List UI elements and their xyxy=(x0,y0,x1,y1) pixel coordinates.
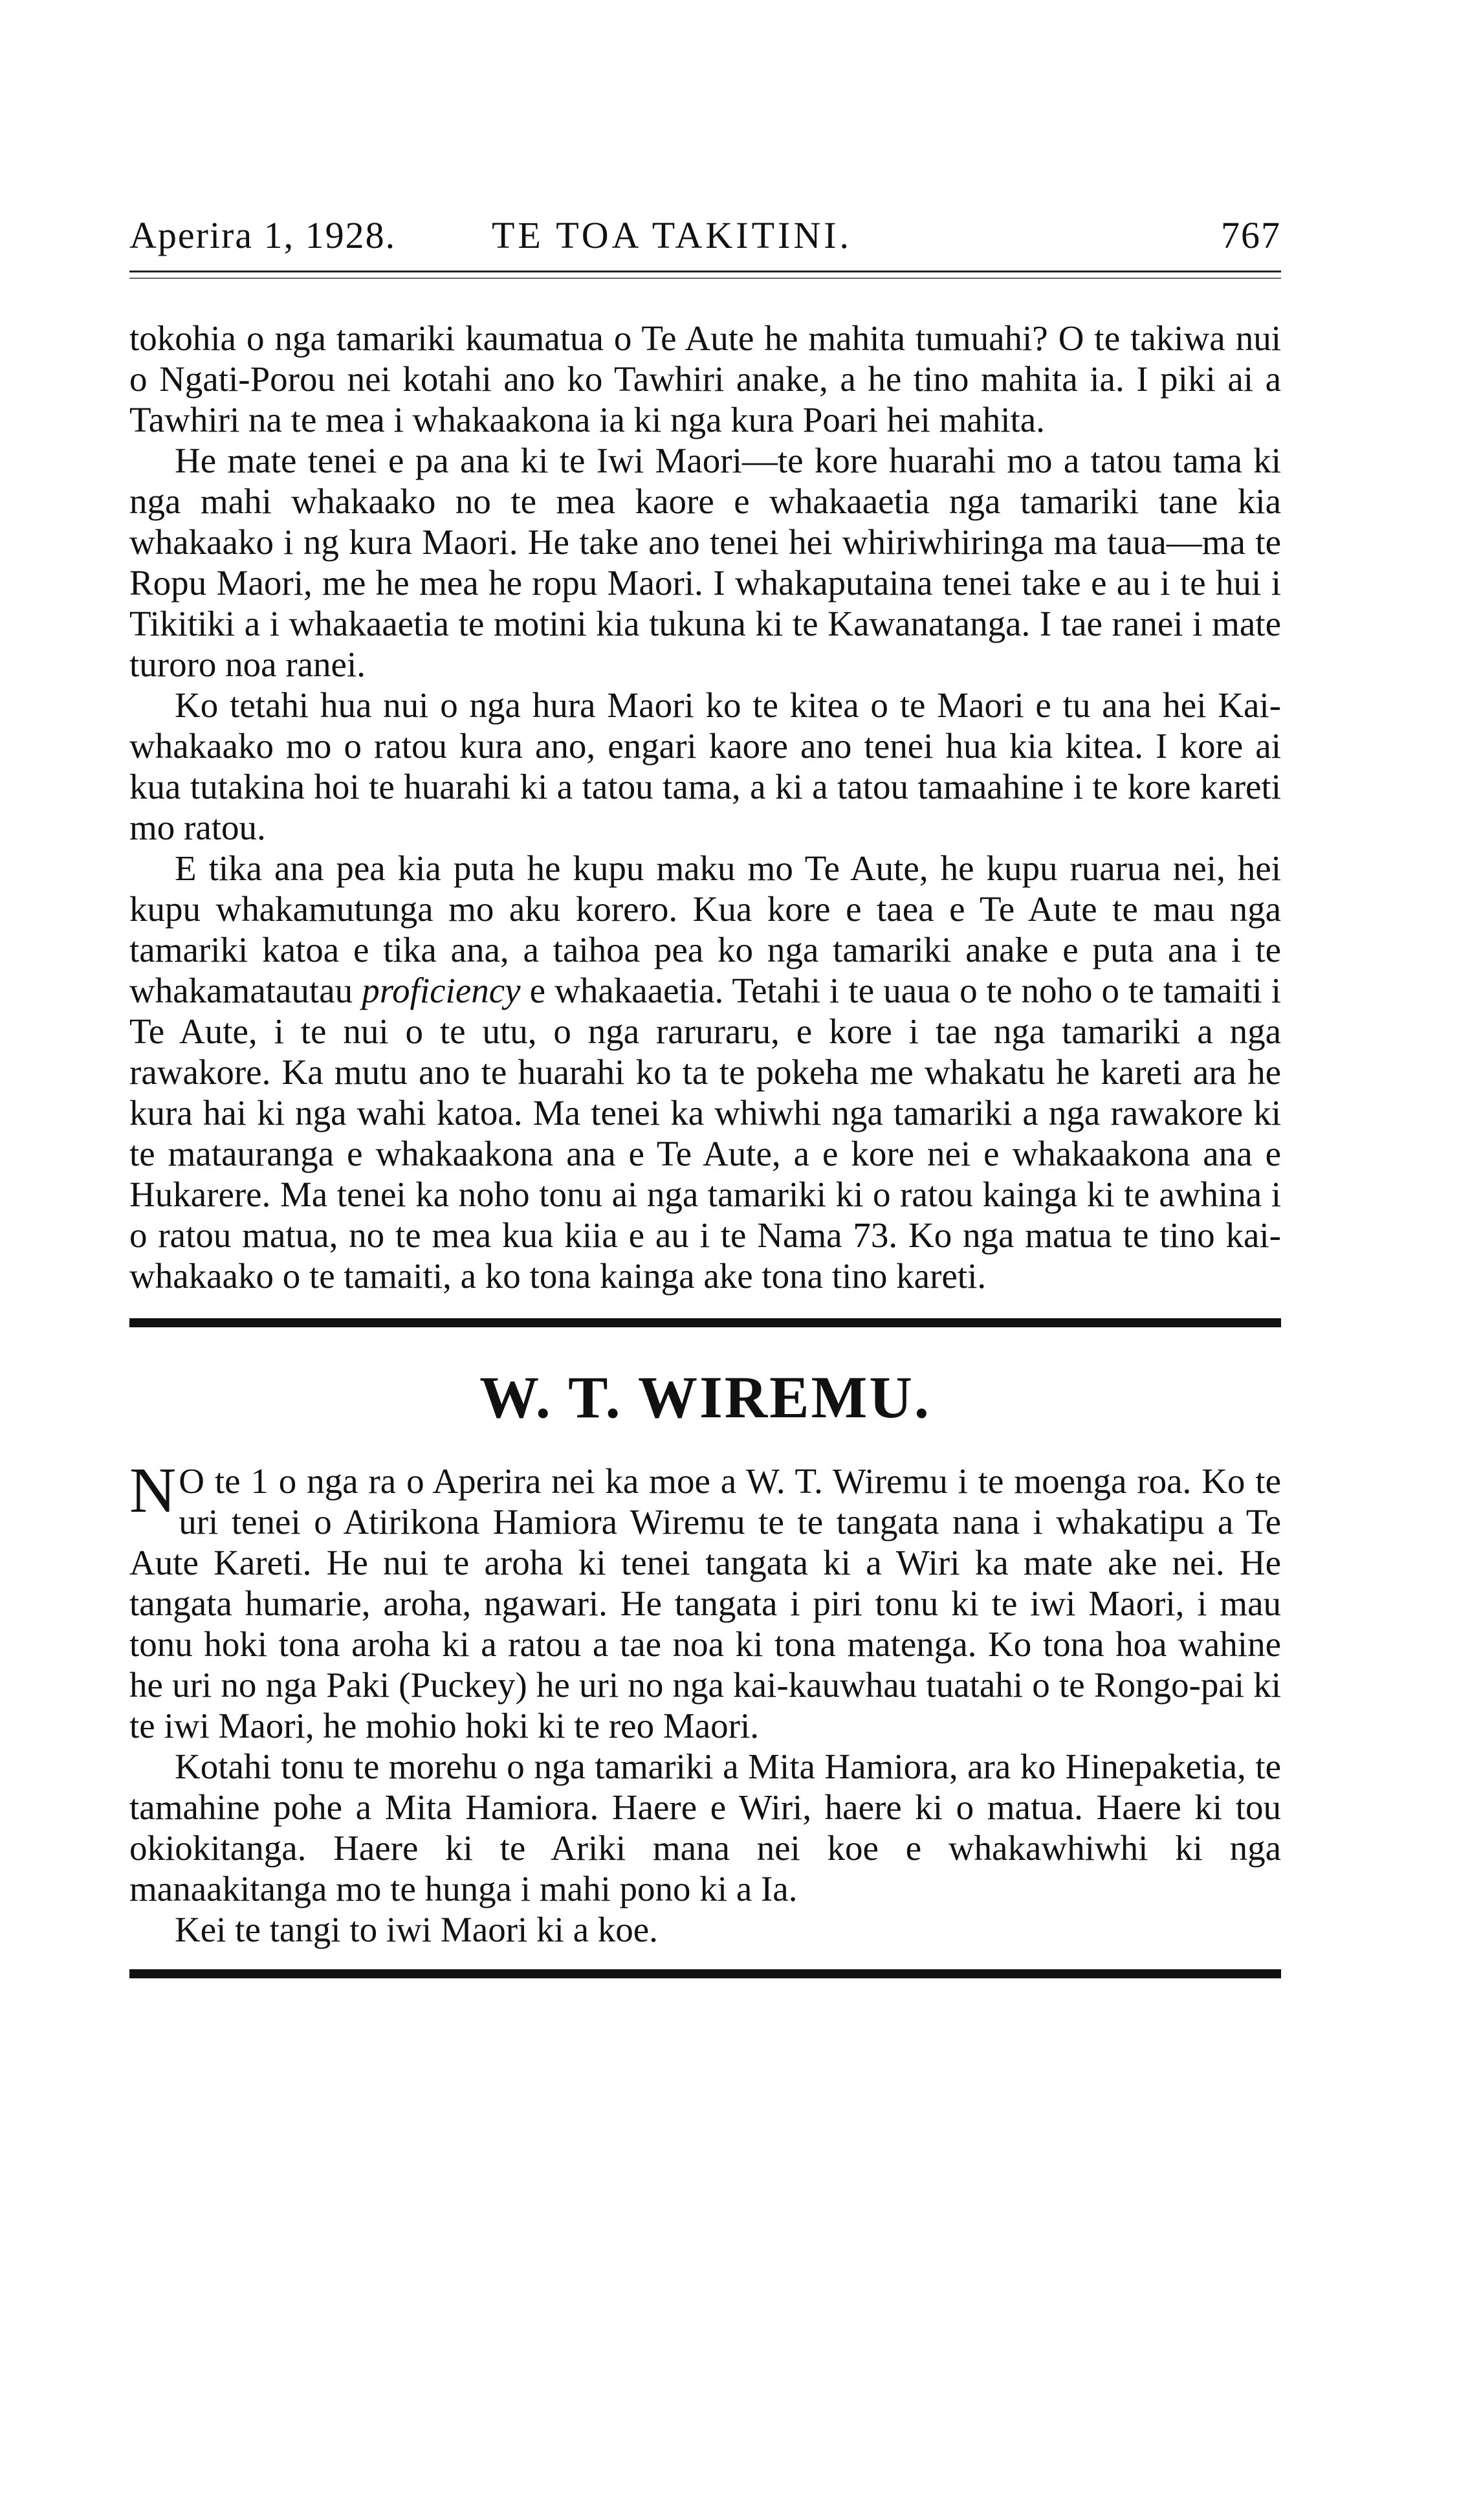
obituary-text: O te 1 o nga ra o Aperira nei ka moe a W. T. Wiremu i te moenga roa. Ko te uri tenei o Atirikona Hamiora Wiremu te te tangata nana i whakatipu a Te Aute Kareti. He nui te aroha ki tenei tangata ki a Wiri ka mate ake nei. He tangata humarie, aroha, ngawari. He tangata i piri tonu ki te iwi Maori, i mau tonu hoki tona aroha ki a ratou a tae noa ki tona matenga. Ko tona hoa wahine he uri no nga Paki (Puckey) he uri no nga kai-kauwhau tuatahi o te Rongo-pai ki te iwi Maori, he mohio hoki ki te reo Maori. xyxy=(129,1461,1281,1745)
header-rule-secondary xyxy=(129,278,1281,279)
header-publication: TE TOA TAKITINI. xyxy=(492,214,853,256)
page xyxy=(129,207,1281,1978)
drop-cap: N xyxy=(129,1454,177,1526)
obituary-paragraph xyxy=(129,1454,1281,1746)
italic-term: proficiency xyxy=(362,971,521,1010)
section-divider xyxy=(129,1318,1281,1327)
obituary-paragraph: Kotahi tonu te morehu o nga tamariki a Mita Hamiora, ara ko Hinepaketia, te tamahine pohe a Mita Hamiora. Haere e Wiri, haere ki o matua. Haere ki tou okiokitanga. Haere ki te Ariki mana nei koe e whakawhiwhi ki nga manaakitanga mo te hunga i mahi pono ki a Ia. xyxy=(129,1747,1281,1908)
article-paragraph: Ko tetahi hua nui o nga hura Maori ko te kitea o te Maori e tu ana hei Kai-whakaako mo o ratou kura ano, engari kaore ano tenei hua kia kitea. I kore ai kua tutakina hoi te huarahi ki a tatou tama, a ki a tatou tamaahine i te kore kareti mo ratou. xyxy=(129,685,1281,847)
article-paragraph: tokohia o nga tamariki kaumatua o Te Aute he mahita tumuahi? O te takiwa nui o Ngati-Porou nei kotahi ano ko Tawhiri anake, a he tino mahita ia. I piki ai a Tawhiri na te mea i whakaakona ia ki nga kura Poari hei mahita. xyxy=(129,318,1281,439)
header-rule xyxy=(129,271,1281,272)
header-page-number: 767 xyxy=(1221,214,1281,256)
running-header xyxy=(129,207,1281,265)
article-paragraph xyxy=(129,848,1281,1296)
closing-divider xyxy=(129,1969,1281,1978)
obituary-body xyxy=(129,1454,1281,1950)
obituary-title: W. T. WIREMU. xyxy=(479,1364,931,1430)
article-text: e whakaaetia. Tetahi i te uaua o te noho o te tamaiti i Te Aute, i te nui o te utu, o nga raruraru, e kore i tae nga tamariki a nga rawakore. Ka mutu ano te huarahi ko ta te pokeha me whakatu he kareti ara he kura hai ki nga wahi katoa. Ma tenei ka whiwhi nga tamariki a nga rawakore ki te matauranga e whakaakona ana e Te Aute, a e kore nei e whakaakona ana e Hukarere. Ma tenei ka noho tonu ai nga tamariki ki o ratou kainga ki te awhina i o ratou matua, no te mea kua kiia e au i te Nama 73. Ko nga matua te tino kai-whakaako o te tamaiti, a ko tona kainga ake tona tino kareti. xyxy=(129,971,1282,1296)
article-continued xyxy=(129,318,1281,1296)
header-date: Aperira 1, 1928. xyxy=(129,214,397,256)
article-text: E tika ana pea kia puta he kupu maku mo Te Aute, he kupu ruarua nei, hei kupu whakamutunga mo aku korero. Kua kore e taea e Te Aute te mau nga tamariki katoa e tika ana, a taihoa pea ko nga tamariki anake e puta ana i te whakamatautau xyxy=(129,848,1281,1010)
article-paragraph: He mate tenei e pa ana ki te Iwi Maori—te kore huarahi mo a tatou tama ki nga mahi whakaako no te mea kaore e whakaaetia nga tamariki tane kia whakaako i ng kura Maori. He take ano tenei hei whiriwhiringa ma taua—ma te Ropu Maori, me he mea he ropu Maori. I whakaputaina tenei take e au i te hui i Tikitiki a i whakaaetia te motini kia tukuna ki te Kawanatanga. I tae ranei i mate turoro noa ranei. xyxy=(129,441,1281,684)
obituary-paragraph: Kei te tangi to iwi Maori ki a koe. xyxy=(175,1910,658,1949)
